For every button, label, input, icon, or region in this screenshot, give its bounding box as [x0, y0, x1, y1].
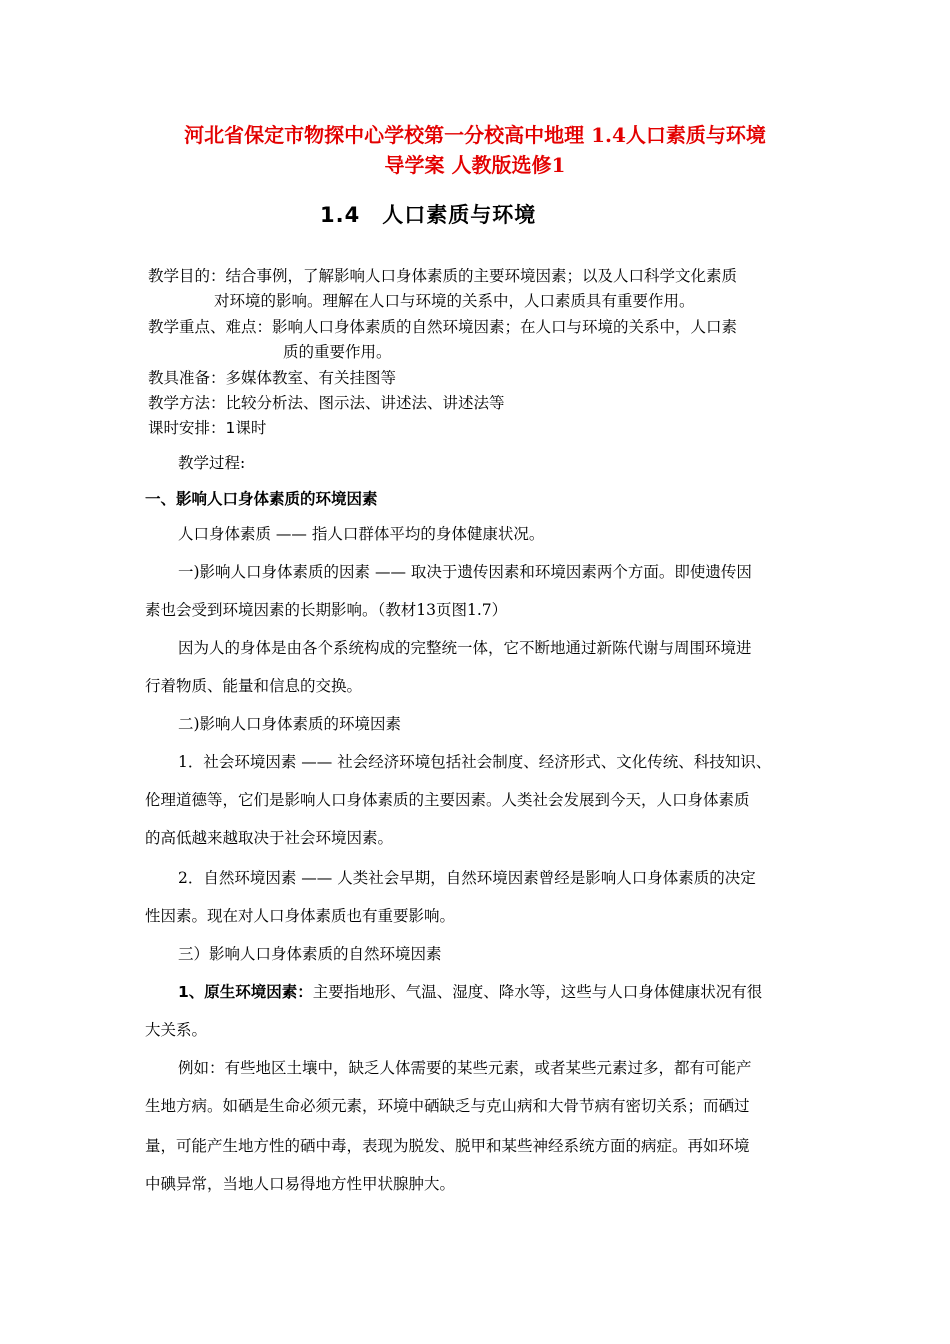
- class-hours: 课时安排：1课时: [148, 419, 267, 437]
- section-heading: 1.4 人口素质与环境: [320, 203, 537, 227]
- paragraph-example-line1: 例如：有些地区土壤中，缺乏人体需要的某些元素，或者某些元素过多，都有可能产: [178, 1059, 752, 1077]
- teaching-key-line1: 教学重点、难点：影响人口身体素质的自然环境因素；在人口与环境的关系中，人口素: [148, 318, 738, 336]
- teaching-goal-line2: 对环境的影响。理解在人口与环境的关系中，人口素质具有重要作用。: [214, 292, 695, 310]
- teaching-goal-line1: 教学目的：结合事例，了解影响人口身体素质的主要环境因素；以及人口科学文化素质: [148, 267, 738, 285]
- document-title-line1: 河北省保定市物探中心学校第一分校高中地理 1.4人口素质与环境: [184, 123, 766, 147]
- paragraph-primary-line2: 大关系。: [145, 1021, 208, 1039]
- process-label: 教学过程:: [178, 454, 246, 472]
- primary-environment-text: 主要指地形、气温、湿度、降水等，这些与人口身体健康状况有很: [312, 983, 763, 1001]
- subheading-natural-factors: 三）影响人口身体素质的自然环境因素: [178, 945, 442, 963]
- paragraph-metabolism-line2: 行着物质、能量和信息的交换。: [145, 677, 363, 695]
- teaching-methods: 教学方法：比较分析法、图示法、讲述法、讲述法等: [148, 394, 505, 412]
- heading-environment-factors: 一、影响人口身体素质的环境因素: [145, 490, 378, 508]
- paragraph-metabolism-line1: 因为人的身体是由各个系统构成的完整统一体，它不断地通过新陈代谢与周围环境进: [178, 639, 752, 657]
- subheading-environment-factors: 二)影响人口身体素质的环境因素: [178, 715, 402, 733]
- paragraph-natural-line2: 性因素。现在对人口身体素质也有重要影响。: [145, 907, 456, 925]
- paragraph-natural-line1: 2．自然环境因素 —— 人类社会早期，自然环境因素曾经是影响人口身体素质的决定: [178, 869, 756, 887]
- paragraph-factors-line2: 素也会受到环境因素的长期影响。（教材13页图1.7）: [145, 601, 508, 619]
- paragraph-primary-line1: [178, 981, 762, 1003]
- paragraph-social-line3: 的高低越来越取决于社会环境因素。: [145, 829, 394, 847]
- document-title-line2: 导学案 人教版选修1: [384, 153, 566, 177]
- paragraph-example-line2: 生地方病。如硒是生命必须元素，环境中硒缺乏与克山病和大骨节病有密切关系；而硒过: [145, 1097, 750, 1115]
- teaching-key-line2: 质的重要作用。: [283, 343, 392, 361]
- paragraph-factors-line1: 一)影响人口身体素质的因素 —— 取决于遗传因素和环境因素两个方面。即使遗传因: [178, 563, 752, 581]
- paragraph-example-line4: 中碘异常，当地人口易得地方性甲状腺肿大。: [145, 1175, 456, 1193]
- paragraph-example-line3: 量，可能产生地方性的硒中毒，表现为脱发、脱甲和某些神经系统方面的病症。再如环境: [145, 1137, 750, 1155]
- primary-environment-label: 1、原生环境因素：: [178, 983, 313, 1001]
- paragraph-social-line2: 伦理道德等，它们是影响人口身体素质的主要因素。人类社会发展到今天，人口身体素质: [145, 791, 750, 809]
- paragraph-social-line1: 1．社会环境因素 —— 社会经济环境包括社会制度、经济形式、文化传统、科技知识、: [178, 753, 772, 771]
- paragraph-definition: 人口身体素质 —— 指人口群体平均的身体健康状况。: [178, 525, 545, 543]
- teaching-tools: 教具准备：多媒体教室、有关挂图等: [148, 369, 397, 387]
